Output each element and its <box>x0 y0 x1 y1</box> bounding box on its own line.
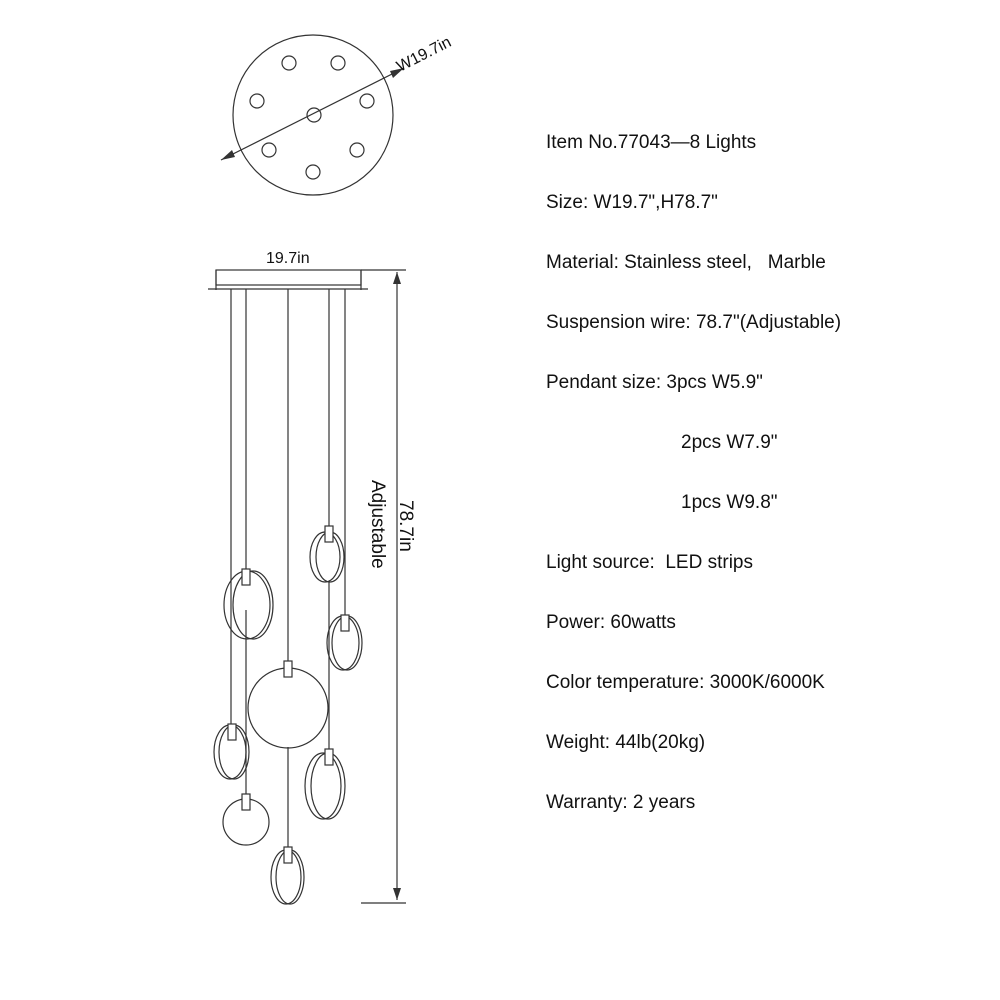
diameter-dimension-line <box>221 68 404 160</box>
spec-light-source: Light source: LED strips <box>546 552 753 573</box>
spec-weight: Weight: 44lb(20kg) <box>546 732 706 753</box>
spec-power: Power: 60watts <box>546 612 676 633</box>
spec-material: Material: Stainless steel, Marble <box>546 252 826 273</box>
spec-warranty: Warranty: 2 years <box>546 792 696 813</box>
wire-hole <box>360 94 374 108</box>
canopy-plate <box>216 270 361 285</box>
pendant-disc-large <box>248 661 328 748</box>
spec-size: Size: W19.7",H78.7" <box>546 192 718 213</box>
spec-pendant-size-2: 2pcs W7.9" <box>681 432 778 453</box>
wire-hole <box>307 108 321 122</box>
canopy-diameter-label: W19.7in <box>394 33 455 76</box>
canopy-outline <box>233 35 393 195</box>
pendant-disc <box>327 615 362 670</box>
wire-hole <box>306 165 320 179</box>
height-label: 78.7in <box>395 500 416 552</box>
wire-hole <box>331 56 345 70</box>
canopy-width-label: 19.7in <box>266 250 310 267</box>
wire-hole <box>262 143 276 157</box>
pendant-disc <box>305 749 345 819</box>
pendant-disc <box>223 794 269 845</box>
arrowhead <box>221 150 235 160</box>
pendant-disc <box>271 847 304 904</box>
arrowhead <box>393 888 401 900</box>
pendant-disc <box>214 724 249 779</box>
spec-pendant-size-3: 1pcs W9.8" <box>681 492 778 513</box>
pendant-disc <box>310 526 344 582</box>
arrowhead <box>393 272 401 284</box>
spec-color-temperature: Color temperature: 3000K/6000K <box>546 672 825 693</box>
adjustable-label: Adjustable <box>367 480 388 569</box>
canopy-top-view <box>221 34 454 195</box>
side-view <box>208 250 416 904</box>
wire-hole <box>282 56 296 70</box>
spec-pendant-size: Pendant size: 3pcs W5.9" <box>546 372 763 393</box>
wire-hole <box>350 143 364 157</box>
spec-suspension-wire: Suspension wire: 78.7"(Adjustable) <box>546 312 842 333</box>
wire-hole <box>250 94 264 108</box>
spec-item-number: Item No.77043—8 Lights <box>546 132 757 153</box>
